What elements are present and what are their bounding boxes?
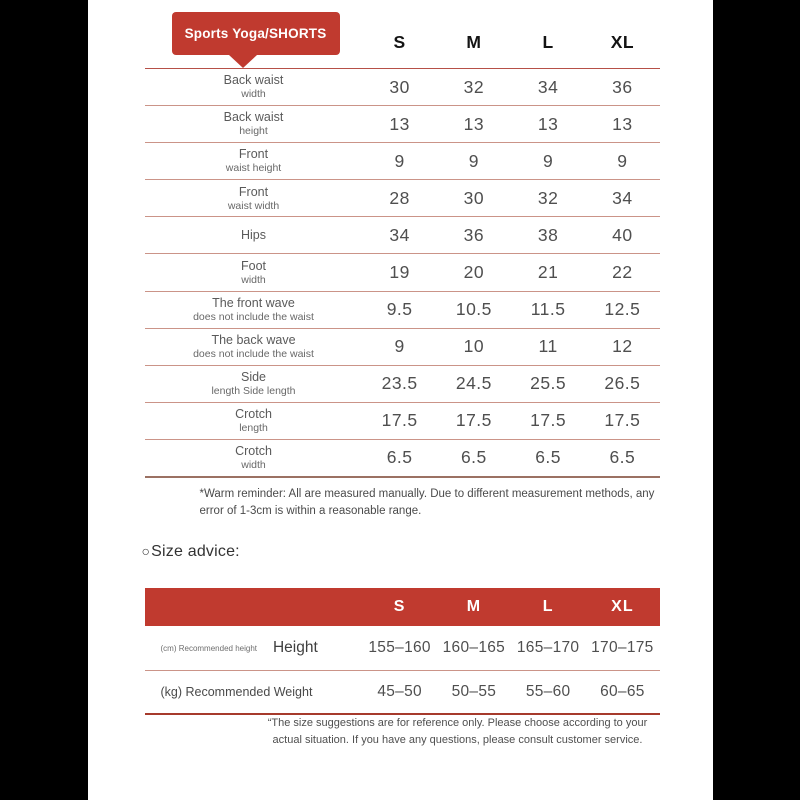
product-title: Sports Yoga/SHORTS xyxy=(184,26,327,41)
value-m: 32 xyxy=(463,76,485,97)
value-l: 34 xyxy=(537,76,559,97)
row-label: The front wave does not include the waist xyxy=(193,295,314,323)
height-label: Height xyxy=(272,639,318,656)
weight-xl: 60–65 xyxy=(600,683,645,700)
value-xl: 36 xyxy=(612,76,633,97)
row-label: Crotch width xyxy=(235,444,272,472)
value-xl: 12 xyxy=(612,336,633,357)
value-s: 23.5 xyxy=(381,373,418,394)
value-m: 6.5 xyxy=(460,447,487,468)
value-xl: 6.5 xyxy=(609,447,636,468)
weight-s: 45–50 xyxy=(377,683,422,700)
row-label xyxy=(145,685,363,699)
value-m: 10 xyxy=(463,336,485,357)
value-xl: 17.5 xyxy=(604,410,641,431)
row-label: Side length Side length xyxy=(211,370,296,397)
value-xl: 40 xyxy=(612,224,633,245)
row-label: Front waist height xyxy=(225,147,282,175)
value-l: 17.5 xyxy=(530,410,567,431)
row-label: Foot width xyxy=(240,258,266,286)
value-xl: 26.5 xyxy=(604,373,641,394)
value-m: 24.5 xyxy=(455,373,492,394)
height-s: 155–160 xyxy=(368,639,431,656)
value-l: 9 xyxy=(543,150,554,171)
value-s: 30 xyxy=(389,76,410,97)
value-l: 11.5 xyxy=(530,299,566,320)
value-s: 9.5 xyxy=(386,299,413,320)
value-xl: 9 xyxy=(617,150,628,171)
value-s: 6.5 xyxy=(386,447,413,468)
value-xl: 22 xyxy=(612,262,633,283)
recommended-height-row xyxy=(145,626,660,671)
circle-icon: ○ xyxy=(141,543,151,559)
table-row xyxy=(145,217,660,254)
size-chart-card xyxy=(88,0,713,800)
table-row xyxy=(145,254,660,291)
row-label: The back wave does not include the waist xyxy=(193,332,314,360)
weight-label: (kg) Recommended Weight xyxy=(160,685,313,699)
value-s: 17.5 xyxy=(381,410,418,431)
value-m: 36 xyxy=(463,224,485,245)
measurement-table xyxy=(145,68,660,478)
table-row xyxy=(145,106,660,143)
value-m: 20 xyxy=(463,262,485,283)
size-advice-table xyxy=(145,588,660,715)
size-advice-heading xyxy=(142,543,240,561)
table-row xyxy=(145,69,660,106)
table-row xyxy=(145,180,660,217)
value-l: 38 xyxy=(537,224,559,245)
advice-header-m: M xyxy=(466,598,482,615)
value-m: 17.5 xyxy=(455,410,492,431)
recommended-weight-row xyxy=(145,671,660,715)
height-m: 160–165 xyxy=(442,639,506,656)
weight-m: 50–55 xyxy=(451,683,497,700)
value-l: 13 xyxy=(537,113,559,134)
advice-header-l: L xyxy=(542,598,554,615)
advice-column-headers xyxy=(145,588,660,626)
value-l: 6.5 xyxy=(535,447,562,468)
row-label: Front waist width xyxy=(227,184,280,212)
value-m: 10.5 xyxy=(455,299,492,320)
value-xl: 13 xyxy=(612,113,633,134)
value-l: 21 xyxy=(537,262,559,283)
column-header-xl: XL xyxy=(610,32,635,52)
value-m: 9 xyxy=(468,150,479,171)
column-header-l: L xyxy=(542,32,554,52)
value-l: 25.5 xyxy=(530,373,567,394)
warm-reminder-note: *Warm reminder: All are measured manually. Due to different measurement methods, any error of 1-3cm is within a reasonable range. xyxy=(199,488,655,518)
weight-l: 55–60 xyxy=(525,683,571,700)
value-s: 9 xyxy=(394,150,405,171)
column-header-s: S xyxy=(393,32,406,52)
height-l: 165–170 xyxy=(516,639,580,656)
size-advice-footnote: “The size suggestions are for reference only. Please choose according to your actual situation. If you have any questions, please consult customer service. xyxy=(267,717,648,746)
value-l: 11 xyxy=(538,336,558,357)
column-header-m: M xyxy=(466,32,482,52)
value-xl: 12.5 xyxy=(604,299,641,320)
row-label: Crotch length xyxy=(235,407,272,435)
tag-pointer-icon xyxy=(229,55,257,68)
value-m: 30 xyxy=(463,187,485,208)
table-row xyxy=(145,366,660,403)
height-xl: 170–175 xyxy=(591,639,654,656)
table-row xyxy=(145,329,660,366)
value-s: 28 xyxy=(389,187,410,208)
height-unit-note: (cm) Recommended height xyxy=(160,643,257,653)
value-l: 32 xyxy=(537,187,559,208)
table-row xyxy=(145,440,660,478)
header-spacer xyxy=(145,32,363,53)
table-row xyxy=(145,292,660,329)
table-row xyxy=(145,403,660,440)
row-label: Back waist height xyxy=(223,110,284,138)
table-row xyxy=(145,143,660,180)
value-s: 19 xyxy=(389,262,410,283)
value-s: 34 xyxy=(389,224,410,245)
value-xl: 34 xyxy=(612,187,633,208)
value-m: 13 xyxy=(463,113,485,134)
size-column-headers xyxy=(145,32,660,53)
value-s: 13 xyxy=(389,113,410,134)
row-label xyxy=(145,639,363,657)
value-s: 9 xyxy=(394,336,405,357)
row-label: Hips xyxy=(240,227,266,242)
row-label: Back waist width xyxy=(223,73,284,101)
size-advice-title: Size advice: xyxy=(151,543,240,560)
advice-header-xl: XL xyxy=(611,598,634,615)
advice-header-s: S xyxy=(393,598,406,615)
